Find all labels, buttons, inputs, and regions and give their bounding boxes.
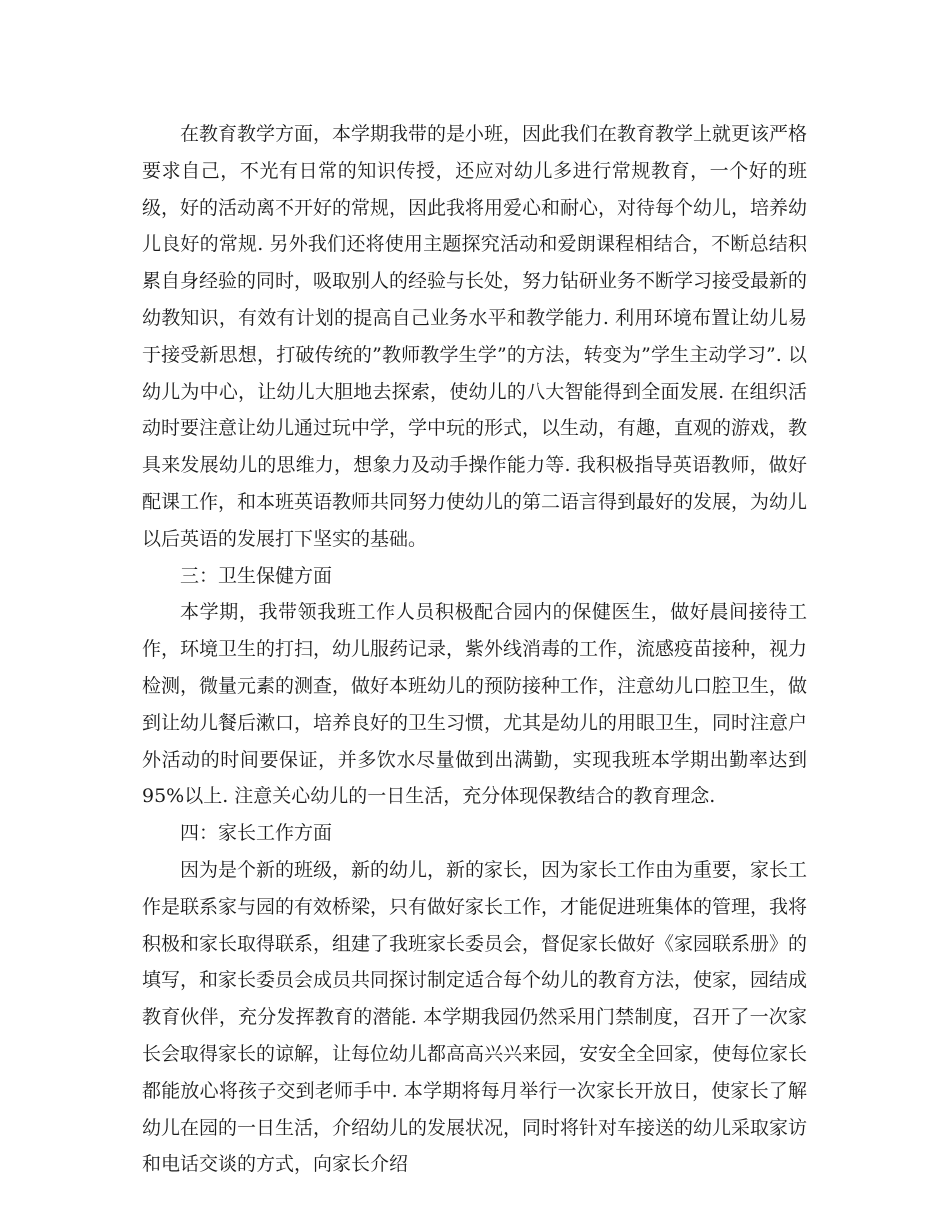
document-body: [142, 116, 807, 1183]
section-heading-health: 三：卫生保健方面: [180, 564, 333, 587]
section-heading-parents: 四：家长工作方面: [180, 822, 333, 845]
paragraph-health: 本学期，我带领我班工作人员积极配合园内的保健医生，做好晨间接待工作，环境卫生的打扫，幼儿服药记录，紫外线消毒的工作，流感疫苗接种，视力检测，微量元素的测查，做好本班幼儿的预防接种工作，注意幼儿口腔卫生，做到让幼儿餐后漱口，培养良好的卫生习惯，尤其是幼儿的用眼卫生，同时注意户外活动的时间要保证，并多饮水尽量做到出满勤，实现我班本学期出勤率达到95%以上. 注意关心幼儿的一日生活，充分体现保教结合的教育理念.: [142, 601, 808, 808]
paragraph-parents: 因为是个新的班级，新的幼儿，新的家长，因为家长工作由为重要，家长工作是联系家与园的有效桥梁，只有做好家长工作，才能促进班集体的管理，我将积极和家长取得联系，组建了我班家长委员会，督促家长做好《家园联系册》的填写，和家长委员会成员共同探讨制定适合每个幼儿的教育方法，使家，园结成教育伙伴，充分发挥教育的潜能. 本学期我园仍然采用门禁制度，召开了一次家长会取得家长的谅解，让每位幼儿都高高兴兴来园，安安全全回家，使每位家长都能放心将孩子交到老师手中. 本学期将每月举行一次家长开放日，使家长了解幼儿在园的一日生活，介绍幼儿的发展状况，同时将针对车接送的幼儿采取家访和电话交谈的方式，向家长介绍: [142, 858, 808, 1176]
paragraph-teaching: 在教育教学方面，本学期我带的是小班，因此我们在教育教学上就更该严格要求自己，不光有日常的知识传授，还应对幼儿多进行常规教育，一个好的班级，好的活动离不开好的常规，因此我将用爱心和耐心，对待每个幼儿，培养幼儿良好的常规. 另外我们还将使用主题探究活动和爱朗课程相结合，不断总结积累自身经验的同时，吸取别人的经验与长处，努力钻研业务不断学习接受最新的幼教知识，有效有计划的提高自己业务水平和教学能力. 利用环境布置让幼儿易于接受新思想，打破传统的”教师教学生学”的方法，转变为”学生主动学习”. 以幼儿为中心，让幼儿大胆地去探索，使幼儿的八大智能得到全面发展. 在组织活动时要注意让幼儿通过玩中学，学中玩的形式，以生动，有趣，直观的游戏，教具来发展幼儿的思维力，想象力及动手操作能力等. 我积极指导英语教师，做好配课工作，和本班英语教师共同努力使幼儿的第二语言得到最好的发展，为幼儿以后英语的发展打下坚实的基础。: [142, 123, 808, 550]
